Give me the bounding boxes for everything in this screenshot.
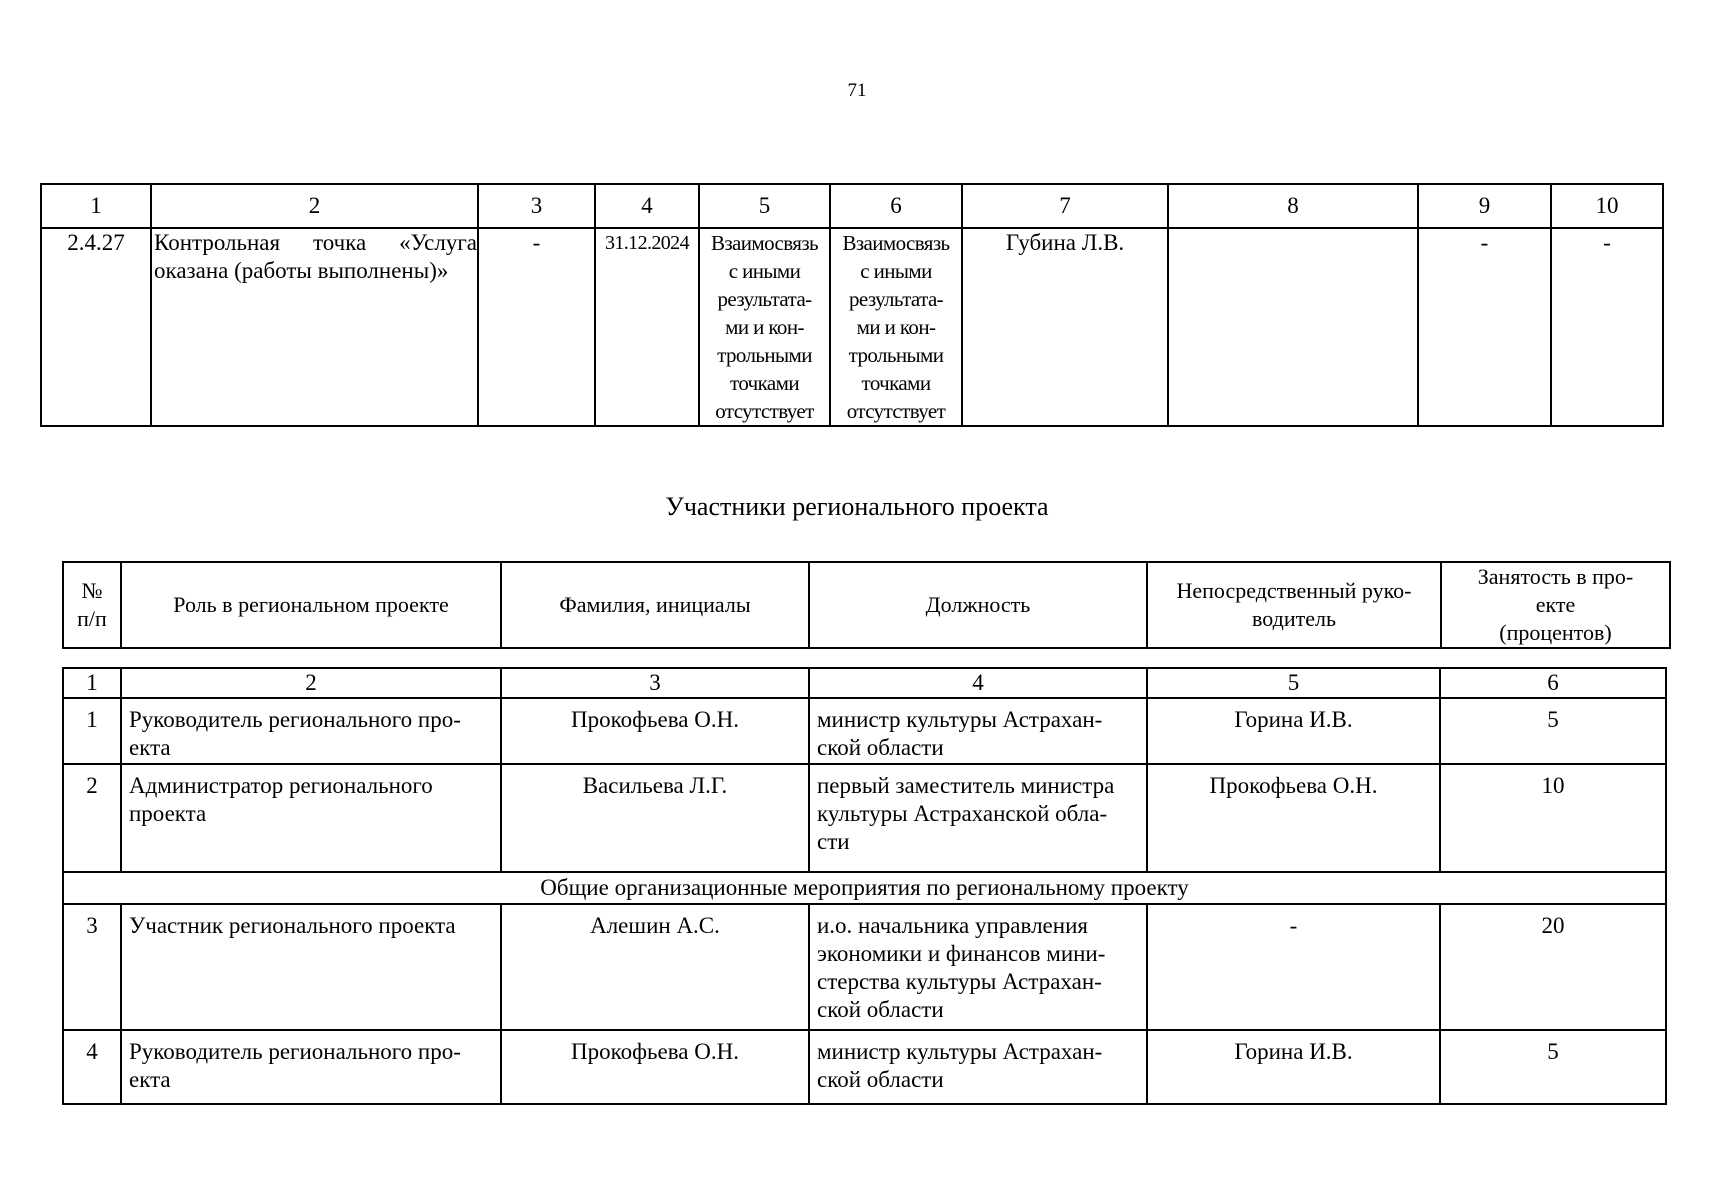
participant-number: 3 [63, 904, 121, 1030]
text-line: екте [1535, 592, 1576, 617]
participant-number: 1 [63, 698, 121, 764]
participants-column-numbers [63, 668, 1666, 698]
text-line: проекта [129, 801, 207, 826]
text-line: и.о. начальника управления [817, 913, 1088, 938]
control-point-col9: - [1418, 228, 1551, 426]
text-line: Руководитель регионального про- [129, 1039, 461, 1064]
group-row [63, 872, 1666, 904]
column-number: 10 [1551, 184, 1663, 228]
control-point-col3: - [478, 228, 595, 426]
column-number: 1 [63, 668, 121, 698]
control-point-date: 31.12.2024 [595, 228, 699, 426]
text-line: Занятость в про- [1477, 564, 1634, 589]
header-position: Должность [809, 562, 1147, 648]
control-points-table [40, 183, 1664, 427]
column-number: 6 [830, 184, 962, 228]
text-line: № [81, 578, 103, 603]
header-number [63, 562, 121, 648]
participant-name: Алешин А.С. [501, 904, 809, 1030]
participant-role [121, 1030, 501, 1104]
text-line: Руководитель регионального про- [129, 707, 461, 732]
text-line: отсутствует [846, 399, 946, 423]
column-number: 5 [1147, 668, 1440, 698]
text-line: ской области [817, 997, 944, 1022]
control-point-relations-2 [830, 228, 962, 426]
participant-role [121, 764, 501, 872]
column-number: 4 [595, 184, 699, 228]
page-number: 71 [847, 80, 867, 101]
participant-row [63, 764, 1666, 872]
participant-name: Прокофьева О.Н. [501, 1030, 809, 1104]
text-line: культуры Астраханской обла- [817, 801, 1108, 826]
text-line: отсутствует [715, 399, 814, 423]
text-line: первый заместитель министра [817, 773, 1115, 798]
participant-role [121, 904, 501, 1030]
column-number: 3 [478, 184, 595, 228]
participant-supervisor: - [1147, 904, 1440, 1030]
control-point-row [41, 228, 1663, 426]
text-line: сти [817, 829, 850, 854]
control-point-number: 2.4.27 [41, 228, 151, 426]
text-line: екта [129, 1067, 171, 1092]
text-line: с иными [860, 259, 932, 283]
control-point-relations [699, 228, 830, 426]
text-line: точками [861, 371, 931, 395]
participant-number: 4 [63, 1030, 121, 1104]
participant-row [63, 1030, 1666, 1104]
text-line: екта [129, 735, 171, 760]
text-line: с иными [728, 259, 801, 283]
participant-row [63, 904, 1666, 1030]
participant-row [63, 698, 1666, 764]
participant-employment: 5 [1440, 1030, 1666, 1104]
text-line: трольными [848, 343, 944, 367]
participant-supervisor: Прокофьева О.Н. [1147, 764, 1440, 872]
column-number: 2 [121, 668, 501, 698]
column-number: 5 [699, 184, 830, 228]
participants-header-table [62, 561, 1671, 649]
column-number: 9 [1418, 184, 1551, 228]
text-line: (процентов) [1499, 620, 1612, 645]
text-line: Взаимосвязь [842, 231, 950, 255]
control-point-name: Контрольная точка «Услуга оказана (работы выполнены)» [151, 228, 478, 426]
participant-number: 2 [63, 764, 121, 872]
text-line: водитель [1252, 606, 1336, 631]
text-line: Взаимосвязь [710, 231, 819, 255]
column-number: 3 [501, 668, 809, 698]
participant-supervisor: Горина И.В. [1147, 1030, 1440, 1104]
participant-employment: 10 [1440, 764, 1666, 872]
control-point-col8 [1168, 228, 1418, 426]
text-line: Непосредственный руко- [1176, 578, 1412, 603]
text-line: экономики и финансов мини- [817, 941, 1106, 966]
text-line: ми и кон- [856, 315, 936, 339]
header-supervisor [1147, 562, 1441, 648]
text-line: Администратор регионального [129, 773, 433, 798]
header-employment [1441, 562, 1670, 648]
text-line: ской области [817, 1067, 944, 1092]
participant-position [809, 698, 1147, 764]
control-point-responsible: Губина Л.В. [962, 228, 1168, 426]
control-points-header-row [41, 184, 1663, 228]
header-role: Роль в региональном проекте [121, 562, 501, 648]
participant-supervisor: Горина И.В. [1147, 698, 1440, 764]
control-point-col10: - [1551, 228, 1663, 426]
text-line: трольными [717, 343, 812, 367]
column-number: 1 [41, 184, 151, 228]
header-name: Фамилия, инициалы [501, 562, 809, 648]
participant-employment: 5 [1440, 698, 1666, 764]
column-number: 6 [1440, 668, 1666, 698]
text-line: ской области [817, 735, 944, 760]
column-number: 2 [151, 184, 478, 228]
text-line: п/п [77, 606, 107, 631]
section-title: Участники регионального проекта [665, 492, 1049, 521]
column-number: 4 [809, 668, 1147, 698]
text-line: стерства культуры Астрахан- [817, 969, 1102, 994]
text-line: министр культуры Астрахан- [817, 1039, 1103, 1064]
participant-role [121, 698, 501, 764]
text-line: министр культуры Астрахан- [817, 707, 1103, 732]
participant-position [809, 904, 1147, 1030]
participant-position [809, 764, 1147, 872]
text-line: результата- [717, 287, 812, 311]
column-number: 8 [1168, 184, 1418, 228]
participant-name: Прокофьева О.Н. [501, 698, 809, 764]
text-line: ми и кон- [725, 315, 804, 339]
participants-header-row [63, 562, 1670, 648]
participant-employment: 20 [1440, 904, 1666, 1030]
column-number: 7 [962, 184, 1168, 228]
participant-name: Васильева Л.Г. [501, 764, 809, 872]
participant-position [809, 1030, 1147, 1104]
text-line: Участник регионального проекта [129, 913, 456, 938]
text-line: точками [730, 371, 799, 395]
participants-table [62, 667, 1667, 1105]
text-line: результата- [848, 287, 944, 311]
group-title: Общие организационные мероприятия по региональному проекту [63, 872, 1666, 904]
